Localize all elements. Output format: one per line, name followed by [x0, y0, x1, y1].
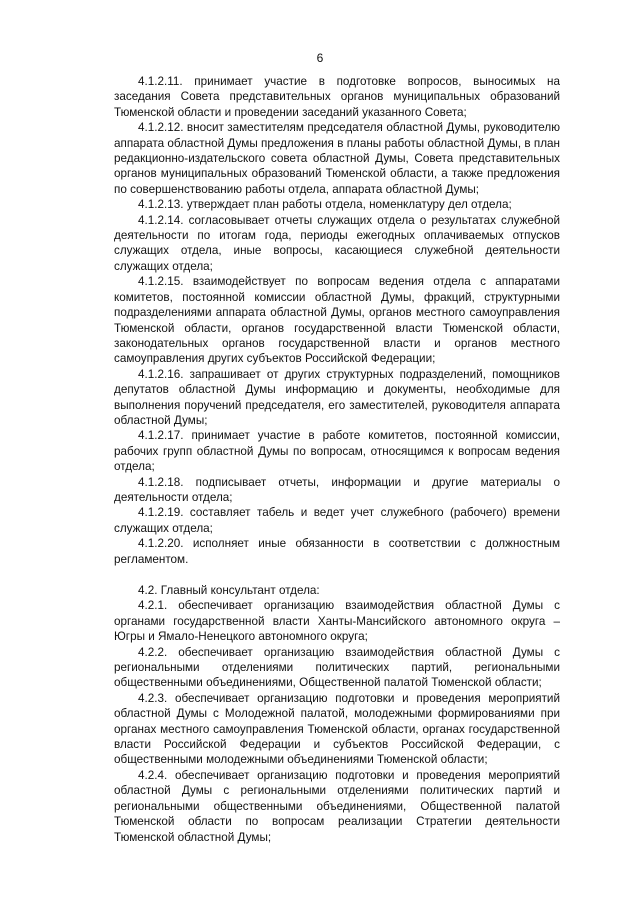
paragraph-4-2-2: 4.2.2. обеспечивает организацию взаимодействия областной Думы с региональными отделениями политических партий, региональными общественными объединениями, Общественной палатой Тюменской области; [114, 645, 560, 690]
paragraph-4-2-4: 4.2.4. обеспечивает организацию подготовки и проведения мероприятий областной Думы с региональными отделениями политических партий и региональными общественными объединениями, Общественной палатой Тюменской области по вопросам реализации Стратегии деятельности Тюменской областной Думы; [114, 768, 560, 844]
paragraph-4-1-2-16: 4.1.2.16. запрашивает от других структурных подразделений, помощников депутатов областной Думы информацию и документы, необходимые для выполнения поручений председателя, его заместителей, руководителя аппарата областной Думы; [114, 367, 560, 427]
paragraph-4-2-1: 4.2.1. обеспечивает организацию взаимодействия областной Думы с органами государственной власти Ханты-Мансийского автономного округа – Югры и Ямало-Ненецкого автономного округа; [114, 599, 560, 644]
page-number: 6 [316, 51, 324, 65]
paragraph-4-2-3: 4.2.3. обеспечивает организацию подготовки и проведения мероприятий областной Думы с Молодежной палатой, молодежными формированиями при органах местного самоуправления Тюменской области, органах государственной власти Российской Федерации и субъектов Российской Федерации, с общественными молодежными объединениями Тюменской области; [114, 691, 560, 767]
paragraph-4-1-2-20: 4.1.2.20. исполняет иные обязанности в соответствии с должностным регламентом. [114, 537, 560, 566]
paragraph-4-1-2-14: 4.1.2.14. согласовывает отчеты служащих отдела о результатах служебной деятельности по итогам года, периоды ежегодных оплачиваемых отпусков служащих отдела, иные вопросы, касающиеся служебной деятельности служащих отдела; [114, 213, 560, 273]
paragraph-4-1-2-19: 4.1.2.19. составляет табель и ведет учет служебного (рабочего) времени служащих отдела; [114, 506, 560, 535]
paragraph-4-1-2-13: 4.1.2.13. утверждает план работы отдела, номенклатуру дел отдела; [138, 198, 512, 212]
section-heading-4-2: 4.2. Главный консультант отдела: [138, 584, 320, 597]
paragraph-4-1-2-17: 4.1.2.17. принимает участие в работе комитетов, постоянной комиссии, рабочих групп областной Думы по вопросам, относящимся к вопросам ведения отдела; [114, 429, 560, 474]
paragraph-4-1-2-12: 4.1.2.12. вносит заместителям председателя областной Думы, руководителю аппарата областной Думы предложения в планы работы областной Думы, в план редакционно-издательского совета областной Думы, Совета представительных органов муниципальных образований Тюменской области, а также предложения по совершенствованию работы отдела, аппарата областной Думы; [114, 121, 560, 196]
paragraph-4-1-2-15: 4.1.2.15. взаимодействует по вопросам ведения отдела с аппаратами комитетов, постоянной комиссии областной Думы, фракций, структурными подразделениями аппарата областной Думы, органов местного самоуправления Тюменской области, органов государственной власти Тюменской области, законодательных органов государственной власти и органов местного самоуправления других субъектов Российской Федерации; [114, 275, 560, 366]
document-body [114, 74, 560, 845]
paragraph-4-1-2-18: 4.1.2.18. подписывает отчеты, информации и другие материалы о деятельности отдела; [114, 475, 560, 504]
paragraph-4-1-2-11: 4.1.2.11. принимает участие в подготовке вопросов, выносимых на заседания Совета представительных органов муниципальных образований Тюменской области и проведении заседаний указанного Совета; [114, 75, 560, 119]
section-spacer [114, 567, 560, 583]
